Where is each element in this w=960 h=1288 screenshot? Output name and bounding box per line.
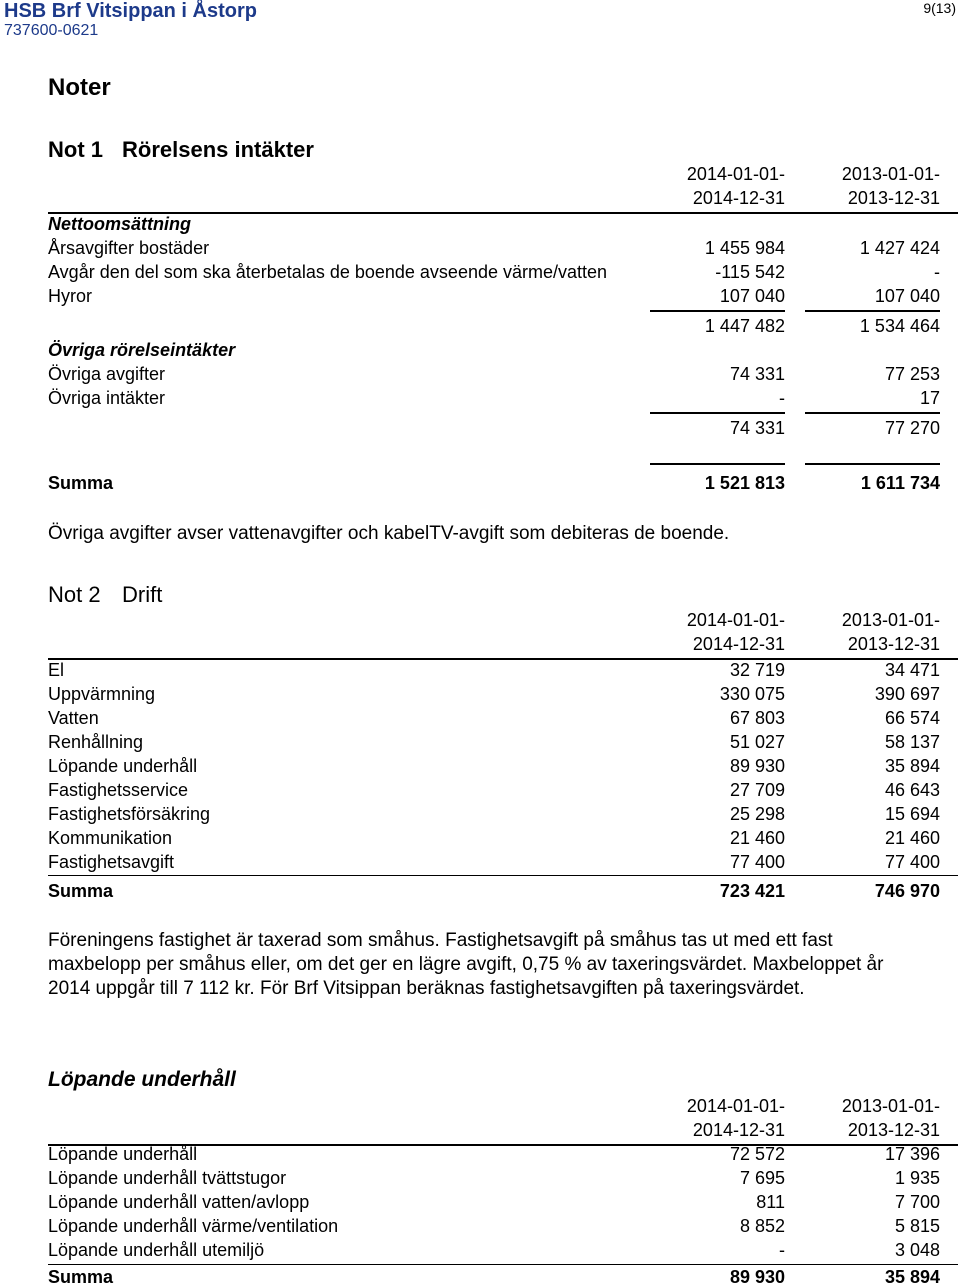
lopande-row-value-2014: 811 (756, 1192, 785, 1212)
not2-total-label: Summa (48, 881, 114, 901)
lopande-row-value-2014: 72 572 (729, 1144, 785, 1164)
not1-subtotal2-2013: 77 270 (884, 418, 940, 438)
not1-col2-header-line1: 2013-01-01- (841, 164, 940, 184)
lopande-row-value-2014: 8 852 (739, 1216, 785, 1236)
not1-footnote: Övriga avgifter avser vattenavgifter och kabelTV-avgift som debiteras de boende. (48, 523, 730, 544)
lopande-row-value-2013: 17 396 (884, 1144, 940, 1164)
not1-row-label: Årsavgifter bostäder (48, 238, 210, 258)
not1-title: Rörelsens intäkter (122, 137, 314, 162)
not1-subtotal2-2014: 74 331 (729, 418, 785, 438)
lopande-row-value-2014: - (779, 1240, 785, 1260)
not1-total-2013: 1 611 734 (860, 473, 940, 493)
not1-row-value-2013: - (934, 262, 940, 282)
not2-row-value-2014: 25 298 (729, 804, 785, 824)
not1-section-ovriga: Övriga rörelseintäkter (48, 340, 236, 360)
not2-row-label: Fastighetsservice (48, 780, 189, 800)
not1-col2-header-line2: 2013-12-31 (847, 188, 940, 208)
not2-row-value-2014: 77 400 (729, 852, 785, 872)
not2-row-value-2013: 34 471 (884, 660, 940, 680)
not2-row-label: Uppvärmning (48, 684, 156, 704)
not2-row-label: Renhållning (48, 732, 144, 752)
not2-col2-header-line1: 2013-01-01- (841, 610, 940, 630)
not2-title-number: Not 2 (48, 582, 101, 607)
lopande-row-value-2013: 7 700 (894, 1192, 940, 1212)
not2-row-value-2014: 67 803 (729, 708, 785, 728)
lopande-title: Löpande underhåll (48, 1068, 236, 1091)
lopande-row-label: Löpande underhåll värme/ventilation (48, 1216, 339, 1236)
not2-row-value-2014: 32 719 (729, 660, 785, 680)
not2-row-value-2013: 46 643 (884, 780, 940, 800)
document-title: HSB Brf Vitsippan i Åstorp (4, 0, 257, 22)
lopande-total-2014: 89 930 (729, 1267, 785, 1287)
not1-subtotal1-rule-2014 (650, 310, 785, 312)
lopande-row-value-2014: 7 695 (739, 1168, 785, 1188)
not2-col1-header-line2: 2014-12-31 (692, 634, 785, 654)
not1-row-value-2014: 74 331 (729, 364, 785, 384)
not1-row-value-2014: 107 040 (719, 286, 785, 306)
lopande-row-value-2013: 3 048 (894, 1240, 940, 1260)
not2-row-value-2013: 390 697 (874, 684, 940, 704)
not2-title: Drift (122, 582, 163, 607)
org-number: 737600-0621 (4, 22, 99, 39)
lopande-row-value-2013: 5 815 (894, 1216, 940, 1236)
not2-row-value-2013: 15 694 (884, 804, 940, 824)
not2-col1-header-line1: 2014-01-01- (686, 610, 785, 630)
lopande-col1-header-line1: 2014-01-01- (686, 1096, 785, 1116)
not1-row-label: Övriga intäkter (48, 388, 166, 408)
not2-row-value-2014: 330 075 (719, 684, 785, 704)
not1-row-label: Hyror (48, 286, 92, 306)
not2-row-label: El (48, 660, 65, 680)
not2-paragraph: Föreningens fastighet är taxerad som småhus. Fastighetsavgift på småhus tas ut med ett fast maxbelopp per småhus eller, om det ger en lägre avgift, 0,75 % av taxeringsvärdet. Maxbeloppet år 2014 uppgår till 7 112 kr. För Brf Vitsippan beräknas fastighetsavgiften på taxeringsvärdet. (48, 930, 884, 999)
not1-row-value-2014: - (779, 388, 785, 408)
not1-row-label: Avgår den del som ska återbetalas de boende avseende värme/vatten (48, 262, 608, 282)
not2-row-label: Fastighetsavgift (48, 852, 175, 872)
not1-total-2014: 1 521 813 (704, 473, 785, 493)
not2-row-value-2014: 27 709 (729, 780, 785, 800)
lopande-row-label: Löpande underhåll vatten/avlopp (48, 1192, 310, 1212)
lopande-col2-header-line2: 2013-12-31 (847, 1120, 940, 1140)
not1-total-label: Summa (48, 473, 114, 493)
not2-total-2013: 746 970 (874, 881, 940, 901)
lopande-total-label: Summa (48, 1267, 114, 1287)
lopande-row-label: Löpande underhåll tvättstugor (48, 1168, 287, 1188)
not1-subtotal2-rule-2014 (650, 412, 785, 414)
not2-row-value-2013: 35 894 (884, 756, 940, 776)
not2-row-label: Vatten (48, 708, 99, 728)
lopande-total-2013: 35 894 (884, 1267, 940, 1287)
lopande-row-label: Löpande underhåll utemiljö (48, 1240, 265, 1260)
not1-row-value-2013: 107 040 (874, 286, 940, 306)
not2-total-2014: 723 421 (719, 881, 785, 901)
not2-row-value-2013: 58 137 (884, 732, 940, 752)
not2-row-value-2014: 21 460 (729, 828, 785, 848)
not1-total-rule-2014 (650, 463, 785, 465)
lopande-col1-header-line2: 2014-12-31 (692, 1120, 785, 1140)
not1-subtotal1-2014: 1 447 482 (704, 316, 785, 336)
not2-row-value-2014: 89 930 (729, 756, 785, 776)
not2-col2-header-line2: 2013-12-31 (847, 634, 940, 654)
not1-total-rule-2013 (805, 463, 940, 465)
not2-row-value-2013: 66 574 (884, 708, 940, 728)
not2-header-rule (48, 658, 958, 660)
page-number: 9(13) (923, 0, 956, 16)
not2-total-rule (48, 875, 958, 876)
lopande-total-rule (48, 1264, 958, 1265)
not1-subtotal1-2013: 1 534 464 (859, 316, 940, 336)
not1-col1-header-line2: 2014-12-31 (692, 188, 785, 208)
not2-row-label: Kommunikation (48, 828, 173, 848)
not1-row-value-2013: 77 253 (884, 364, 940, 384)
not1-subtotal2-rule-2013 (805, 412, 940, 414)
not2-row-label: Löpande underhåll (48, 756, 198, 776)
not1-col1-header-line1: 2014-01-01- (686, 164, 785, 184)
not2-row-value-2013: 21 460 (884, 828, 940, 848)
not1-row-value-2014: 1 455 984 (704, 238, 785, 258)
not1-section-nettoomsattning: Nettoomsättning (48, 214, 191, 234)
not2-row-label: Fastighetsförsäkring (48, 804, 211, 824)
lopande-col2-header-line1: 2013-01-01- (841, 1096, 940, 1116)
not2-row-value-2014: 51 027 (729, 732, 785, 752)
notes-heading: Noter (48, 74, 111, 101)
lopande-row-label: Löpande underhåll (48, 1144, 198, 1164)
not2-row-value-2013: 77 400 (884, 852, 940, 872)
not1-row-value-2014: -115 542 (715, 262, 785, 282)
not1-title-number: Not 1 (48, 137, 103, 162)
not1-row-value-2013: 1 427 424 (859, 238, 940, 258)
lopande-row-value-2013: 1 935 (894, 1168, 940, 1188)
not1-subtotal1-rule-2013 (805, 310, 940, 312)
not1-row-label: Övriga avgifter (48, 364, 166, 384)
not1-row-value-2013: 17 (919, 388, 940, 408)
